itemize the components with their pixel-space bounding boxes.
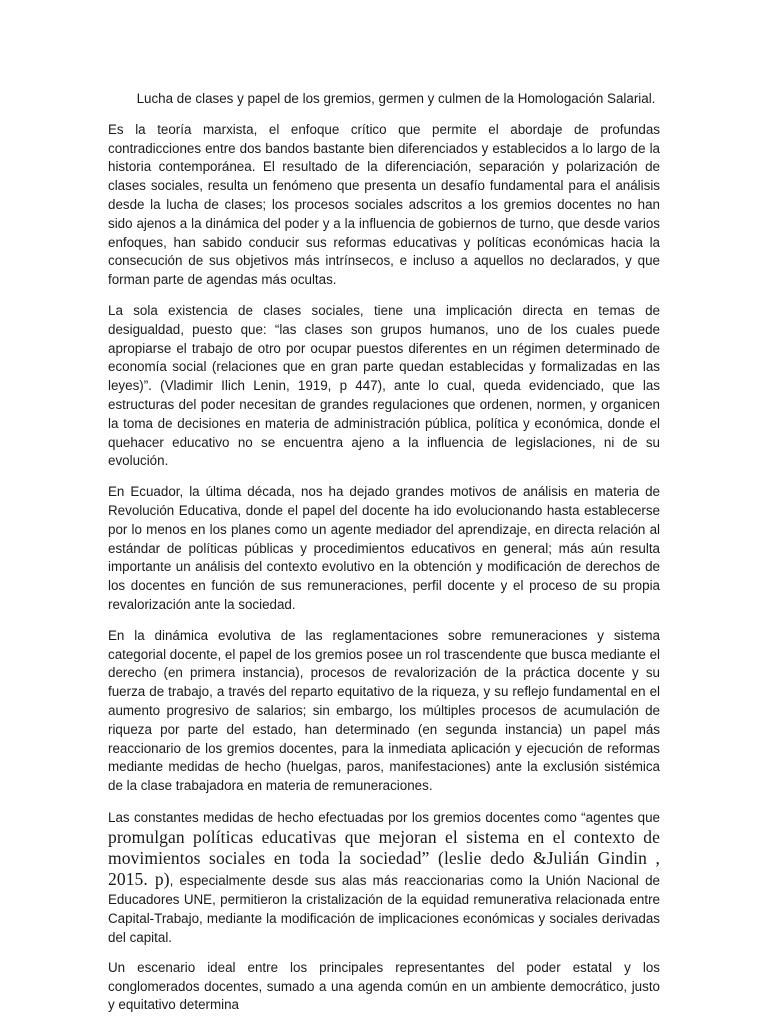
paragraph-2: La sola existencia de clases sociales, tiene una implicación directa en temas de desigualdad, puesto que: “las clases son grupos humanos, uno de los cuales puede apropiarse el trabajo de otro por ocupar puestos diferentes en un régimen determinado de economía social (relaciones que en gran parte quedan establecidas y formalizadas en las leyes)”. (Vladimir Ilich Lenin, 1919, p 447), ante lo cual, queda evidenciado, que las estructuras del poder necesitan de grandes regulaciones que ordenen, normen, y organicen la toma de decisiones en materia de administración pública, política y económica, donde el quehacer educativo no se encuentra ajeno a la influencia de legislaciones, ni de su evolución.	[108, 302, 660, 469]
paragraph-5-intro: Las constantes medidas de hecho efectuadas por los gremios docentes como “agentes que	[108, 809, 660, 825]
paragraph-6: Un escenario ideal entre los principales representantes del poder estatal y los conglomerados docentes, sumado a una agenda común en un ambiente democrático, justo y equitativo determina	[108, 959, 660, 1013]
paragraph-1: Es la teoría marxista, el enfoque crítico que permite el abordaje de profundas contradicciones entre dos bandos bastante bien diferenciados y establecidos a lo largo de la historia contemporánea. El resultado de la diferenciación, separación y polarización de clases sociales, resulta un fenómeno que presenta un desafío fundamental para el análisis desde la lucha de clases; los procesos sociales adscritos a los gremios docentes no han sido ajenos a la dinámica del poder y a la influencia de gobiernos de turno, que desde varios enfoques, han sabido conducir sus reformas educativas y políticas económicas hacia la consecución de sus objetivos más intrínsecos, e incluso a aquellos no declarados, y que forman parte de agendas más ocultas.	[108, 121, 660, 288]
paragraph-4: En la dinámica evolutiva de las reglamentaciones sobre remuneraciones y sistema categorial docente, el papel de los gremios posee un rol trascendente que busca mediante el derecho (en primera instancia), procesos de revalorización de la práctica docente y su fuerza de trabajo, a través del reparto equitativo de la riqueza, y su reflejo fundamental en el aumento progresivo de salarios; sin embargo, los múltiples procesos de acumulación de riqueza por parte del estado, han determinado (en segunda instancia) un papel más reaccionario de los gremios docentes, para la inmediata aplicación y ejecución de reformas mediante medidas de hecho (huelgas, paros, manifestaciones) ante la exclusión sistémica de la clase trabajadora en materia de remuneraciones.	[108, 627, 660, 794]
document-page	[108, 90, 660, 1027]
paragraph-5-rest: , especialmente desde sus alas más reaccionarias como la Unión Nacional de Educadores UNE, permitieron la cristalización de la equidad remunerativa relacionada entre Capital-Trabajo, mediante la modificación de implicaciones económicas y sociales derivadas del capital.	[108, 872, 660, 945]
document-title: Lucha de clases y papel de los gremios, germen y culmen de la Homologación Salarial.	[136, 91, 656, 106]
paragraph-3: En Ecuador, la última década, nos ha dejado grandes motivos de análisis en materia de Revolución Educativa, donde el papel del docente ha ido evolucionando hasta establecerse por lo menos en los planes como un agente mediador del aprendizaje, en directa relación al estándar de políticas públicas y procedimientos educativos en general; más aún resulta importante un análisis del contexto evolutivo en la obtención y modificación de derechos de los docentes en función de sus remuneraciones, perfil docente y el proceso de su propia revalorización ante la sociedad.	[108, 484, 660, 612]
paragraph-5-quote: promulgan políticas educativas que mejoran el sistema en el contexto de movimientos sociales en toda la sociedad” (leslie dedo &Julián Gindin , 2015. p)	[108, 826, 660, 889]
paragraph-5	[108, 808, 660, 947]
